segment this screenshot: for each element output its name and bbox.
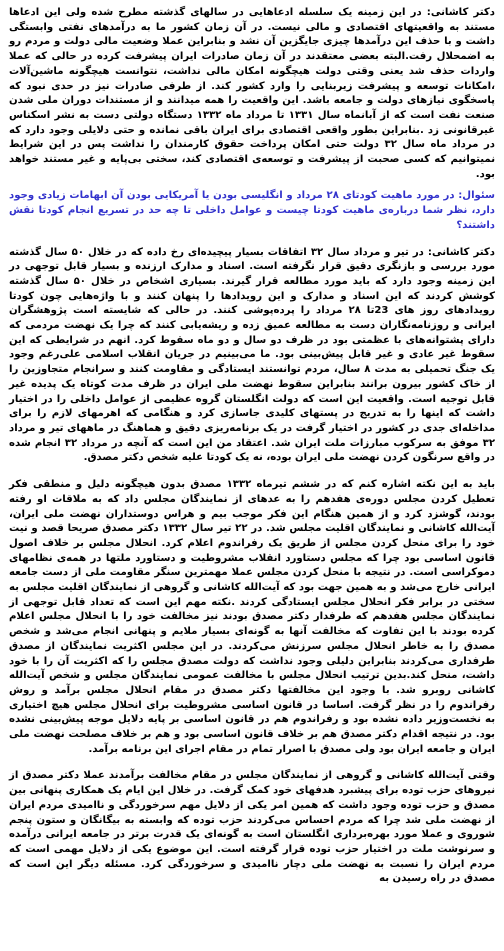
paragraph-text: وقتی آیت‌الله کاشانی و گروهی از نمایندگان مجلس در مقام مخالفت برآمدند عملا دکتر مصدق از نیروهای حزب توده برای پیشبرد هدفهای خود کمک گرفت. در خلال این ایام یک همکاری پنهانی بین مصدق و حزب توده وجود داشت که همین امر یکی از دلایل مهم سرخوردگی و ناامیدی مردم ایران از نهضت ملی شد چرا که مردم احساس می‌کردند حزب توده که وابسته به بیگانگان و ستون پنجم شوروی و عملا مورد بهره‌برداری انگلستان است به گونه‌ای یک قدرت برتر در جامعه ایرانی درآمده و سرنوشت ملت در اختیار حزب توده قرار گرفته است. این موضوع یکی از دلایل مهمی است که مردم ایران را نسبت به نهضت ملی دچار ناامیدی و سرخوردگی کرد. مسئله دیگر این است که مصدق در راه رسیدن به <box>9 770 495 885</box>
answer-paragraph-3 <box>9 478 495 757</box>
answer-paragraph-4 <box>9 769 495 887</box>
answer-paragraph-2 <box>9 246 495 467</box>
question-paragraph <box>9 189 495 233</box>
paragraph-text: باید به این نکته اشاره کنم که در ششم تیرماه ۱۳۳۲ مصدق بدون هیچگونه دلیل و منطقی فکر تعطیل کردن مجلس دوره‌ی هفدهم را به عدهای از نمایندگان مجلس داد که به ملاقات او رفته بودند، گوشزد کرد و از همین هنگام این فکر موجب بیم و هراس دوستداران نهضت ملی ایران، آیت‌الله کاشانی و نمایندگان اقلیت مجلس شد. در ۲۲ تیر سال ۱۳۳۲ دکتر مصدق صریحا قصد و نیت خود را برای منحل کردن مجلس از طریق یک رفراندوم اعلام کرد. انحلال مجلس بر خلاف اصول قانون اساسی بود چرا که مجلس دستاورد انقلاب مشروطیت و دستاورد ملتها در همه‌ی نظامهای دموکراسی است. در نتیجه با منحل کردن مجلس عملا مهمترین سنگر مقاومت ملی از دست جامعه ایرانی خارج می‌شد و به همین جهت بود که آیت‌الله کاشانی و گروهی از نمایندگان اقلیت مجلس به سختی در برابر فکر انحلال مجلس ایستادگی کردند .نکته مهم این است که تعداد قابل توجهی از نمایندگان مجلس هفدهم که طرفدار دکتر مصدق بودند نیز مخالفت خود را با انحلال مجلس اعلام کرده بودند با این تفاوت که مخالفت آنها به گونه‌ای بسیار ملایم و پنهانی انجام می‌شد و شخص مصدق را به خاطر انحلال مجلس سرزنش می‌کردند. در این مجلس اکثریت نمایندگان از مصدق طرفداری می‌کردند بنابراین دلیلی وجود نداشت که دولت مصدق مجلس را که اکثریت آن را با خود داشت، منحل کند.بدین ترتیب انحلال مجلس با مخالفت عمومی نمایندگان مجلس و شخص آیت‌الله کاشانی روبرو شد. با وجود این مخالفتها دکتر مصدق در مقام انحلال مجلس برآمد و روش رفراندوم را در نظر گرفت. اساسا در قانون اساسی مشروطیت برای انحلال مجلس هیچ اختیاری به نخست‌وزیر داده نشده بود و رفراندوم هم در قانون اساسی بر پایه دلایل موجه پیش‌بینی نشده بود. در نتیجه اقدام دکتر مصدق هم بر خلاف قانون اساسی بود و هم بر خلاف مصلحت نهضت ملی ایران و جامعه ایران بود ولی مصدق با اصرار تمام در مقام اجرای این برنامه برآمد. <box>9 479 496 755</box>
speaker-label: دکتر کاشانی: <box>427 246 495 258</box>
paragraph-text: در این زمینه یک سلسله ادعاهایی در سالهای گذشته مطرح شده ولی این ادعاها مستند به واقعیتهای اقتصادی و مالی نیست. در آن زمان کشور ما به درآمدهای نفتی وابستگی داشت و با حذف این درآمدها چیزی جایگزین آن نشد و بنابراین عملا وضعیت مالی دولت و مردم رو به اضمحلال رفت.البته بعضی معتقدند در آن زمان صادرات ایران پیشرفت کرده در حالی که عملا واردات حذف شد یعنی وقتی دولت هیچگونه امکان مالی نداشت، نتوانست هیچگونه ماشین‌آلات ،امکانات توسعه و پیشرفت زیربنایی را وارد کشور کند. از طرفی صادرات نیز در حدی نبود که پاسخگوی نیازهای دولت و جامعه باشد. این واقعیت را همه میدانند و از مستندات دوران ملی شدن صنعت نفت است که از آبانماه سال ۱۳۳۱ تا مرداد ماه ۱۳۳۲ دستگاه دولتی دست به نشر اسکناس غیرقانونی زد .بنابراین بطور واقعی اقتصادی برای ایران باقی نمانده و حتی دلایلی وجود دارد که در مرداد ماه سال ۳۲ دولت حتی امکان پرداخت حقوق کارمندان را نداشت پس در این شرایط نمیتوانیم که کسی صحبت از پیشرفت و توسعه‌ی اقتصادی کند، سختی بی‌پایه و غیر مستند خواهد بود. <box>9 7 495 180</box>
answer-paragraph-1 <box>9 6 495 182</box>
speaker-label: سئوال: <box>458 190 495 202</box>
question-text: در مورد ماهیت کودتای ۲۸ مرداد و انگلیسی بودن یا آمریکایی بودن آن ابهامات زیادی وجود دارد، نظر شما درباره‌ی ماهیت کودتا چیست و عوامل داخلی تا چه حد در تسریع انجام کودتا نقش داشتند؟ <box>9 190 495 231</box>
paragraph-text: در تیر و مرداد سال ۳۲ اتفاقات بسیار پیچیده‌ای رخ داده که در خلال ۵۰ سال گذشته مورد بررسی و بازنگری دقیق قرار نگرفته است. اسناد و مدارک ارزنده و بسیار قابل توجهی در این زمینه وجود دارد که باید مورد مطالعه قرار گیرند. بسیاری اشخاص در خلال ۵۰ سال گذشته کوشش کردند که این اسناد و مدارک و این رویدادها را پنهان کنند و با واژه‌هایی چون کودتا رویدادهای روز های 23تا ۲۸ مرداد را پرده‌پوشی کنند. در حالی که شایسته است پژوهشگران ایرانی و روزنامه‌نگاران دست به مطالعه عمیق زده و ریشه‌یابی کنند که چرا یک نهضت مردمی که دارای پشتوانه‌های با عظمتی بود در ظرف دو سال و دو ماه سقوط کرد. انهم در شرایطی که این سقوط غیر عادی و غیر قابل پیش‌بینی بود. ما می‌بینیم در جریان انقلاب اسلامی علی‌رغم وجود یک جنگ تحمیلی به مدت ۸ سال، مردم توانستند ایستادگی و مقاومت کنند و سرانجام متجاوزین را از خاک کشور بیرون برانند بنابراین سقوط نهضت ملی ایران در ظرف مدت کوتاه یک پدیده غیر قابل توجیه است. واقعیت این است که دولت انگلستان گروه عظیمی از عوامل داخلی را در اختیار داشت که اینها را به تدریج در پستهای کلیدی جاسازی کرد و هنگامی که اهرمهای لازم را برای مداخله‌ای جدی در کشور در اختیار گرفت در یک برنامه‌ریزی دقیق و هماهنگ در ماههای تیر و مرداد ۳۲ موفق به سرکوب مبارزات ملت ایران شد. اعتقاد من این است که آنچه در مرداد ۳۲ انجام شده در واقع سرنگون کردن نهضت ملی ایران بوده، نه یک کودتا علیه شخص دکتر مصدق. <box>9 246 496 464</box>
speaker-label: دکتر کاشانی: <box>426 7 496 18</box>
